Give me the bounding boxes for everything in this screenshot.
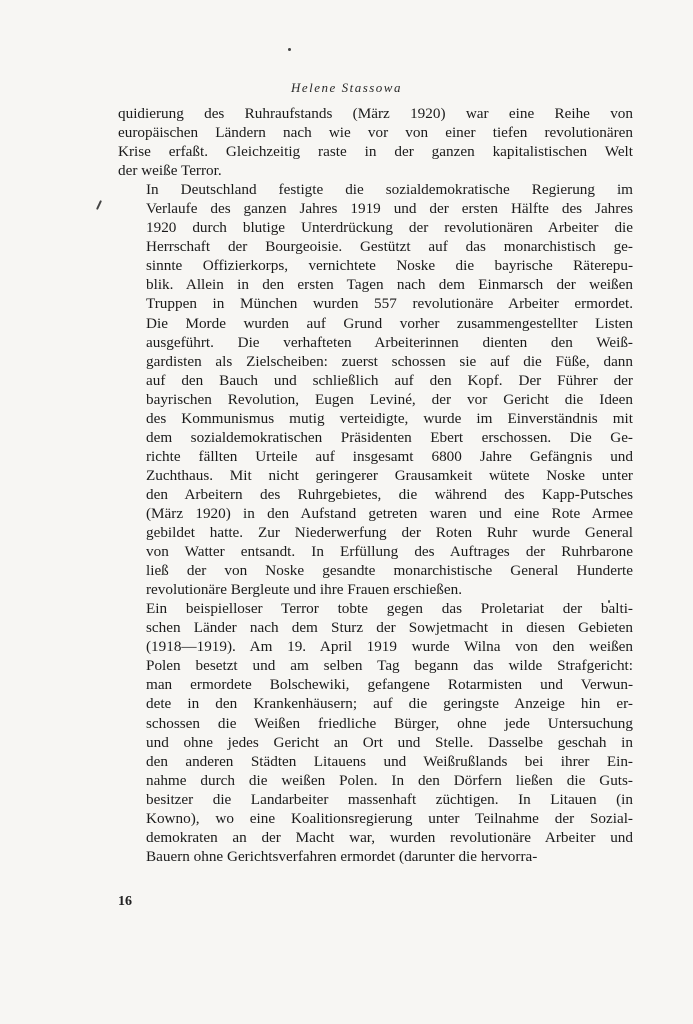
text-line: quidierung des Ruhraufstands (März 1920) war eine Reihe von [118,105,633,122]
text-line: Polen besetzt und am selben Tag begann das wilde Strafgericht: [146,657,633,675]
running-header: Helene Stassowa [291,80,402,95]
text-line: 1920 durch blutige Unterdrückung der revolutionären Arbeiter die [146,219,633,237]
margin-mark [96,200,102,210]
page-number: 16 [118,894,132,909]
text-line: demokraten an der Macht war, wurden revolutionäre Arbeiter und [146,828,633,846]
body-text [118,104,633,866]
text-line: dem sozialdemokratischen Präsidenten Ebert erschossen. Die Ge- [146,428,633,446]
text-line: auf den Bauch und schließlich auf den Kopf. Der Führer der [146,371,633,389]
text-line: den Arbeitern des Ruhrgebietes, die während des Kapp-Putsches [146,485,633,503]
text-line: europäischen Ländern nach wie vor von einer tiefen revolutionären [118,124,633,142]
text-line: bayrischen Revolution, Eugen Leviné, der vor Gericht die Ideen [146,390,633,408]
print-speck [288,48,291,51]
text-line: den anderen Städten Litauens und Weißrußlands bei ihrer Ein- [146,752,633,770]
text-line: richte fällten Urteile auf insgesamt 6800 Jahre Gefängnis und [146,447,633,465]
text-line: man ermordete Bolschewiki, gefangene Rotarmisten und Verwun- [146,676,633,694]
text-line: Bauern ohne Gerichtsverfahren ermordet (darunter die hervorra- [146,847,538,865]
text-line: schen Länder nach dem Sturz der Sowjetmacht in diesen Gebieten [146,619,633,637]
text-line: In Deutschland festigte die sozialdemokratische Regierung im [146,181,633,199]
text-line: gardisten als Zielscheiben: zuerst schossen sie auf die Füße, dann [146,352,633,370]
text-line: ausgeführt. Die verhafteten Arbeiterinnen dienten den Weiß- [146,333,633,351]
paragraph [118,104,633,180]
text-line: Zuchthaus. Mit nicht geringerer Grausamkeit wütete Noske unter [146,466,633,484]
text-line: und ohne jedes Gericht an Ort und Stelle. Dasselbe geschah in [146,733,633,751]
text-line: blik. Allein in den ersten Tagen nach dem Einmarsch der weißen [146,276,633,294]
text-line: Kowno), wo eine Koalitionsregierung unter Teilnahme der Sozial- [146,809,633,827]
text-line: von Watter entsandt. In Erfüllung des Auftrages der Ruhrbarone [146,543,633,561]
text-line: Die Morde wurden auf Grund vorher zusammengestellter Listen [146,314,633,332]
text-line: Verlaufe des ganzen Jahres 1919 und der ersten Hälfte des Jahres [146,200,633,218]
text-line: Truppen in München wurden 557 revolutionäre Arbeiter ermordet. [146,295,633,313]
paragraph [118,599,633,866]
text-line: Herrschaft der Bourgeoisie. Gestützt auf das monarchistisch ge- [146,238,633,256]
text-line: Krise erfaßt. Gleichzeitig raste in der ganzen kapitalistischen Welt [118,143,633,161]
text-line: dete in den Krankenhäusern; auf die geringste Anzeige hin er- [146,695,633,713]
paragraph [118,180,633,599]
text-line: Ein beispielloser Terror tobte gegen das Proletariat der balti- [146,600,633,618]
text-line: besitzer die Landarbeiter massenhaft züchtigen. In Litauen (in [146,790,633,808]
text-line: der weiße Terror. [118,162,222,180]
text-line: (März 1920) in den Aufstand getreten waren und eine Rote Armee [146,504,633,522]
text-line: (1918—1919). Am 19. April 1919 wurde Wilna von den weißen [146,638,633,656]
text-line: nahme durch die weißen Polen. In den Dörfern ließen die Guts- [146,771,633,789]
text-line: revolutionäre Bergleute und ihre Frauen erschießen. [146,581,463,599]
text-line: gebildet hatte. Zur Niederwerfung der Roten Ruhr wurde General [146,524,633,542]
text-line: ließ der von Noske gesandte monarchistische General Hunderte [146,562,633,580]
text-line: sinnte Offizierkorps, vernichtete Noske die bayrische Räterepu- [146,257,633,275]
text-line: des Kommunismus mutig verteidigte, wurde im Einverständnis mit [146,409,633,427]
text-line: schossen die Weißen friedliche Bürger, ohne jede Untersuchung [146,714,633,732]
